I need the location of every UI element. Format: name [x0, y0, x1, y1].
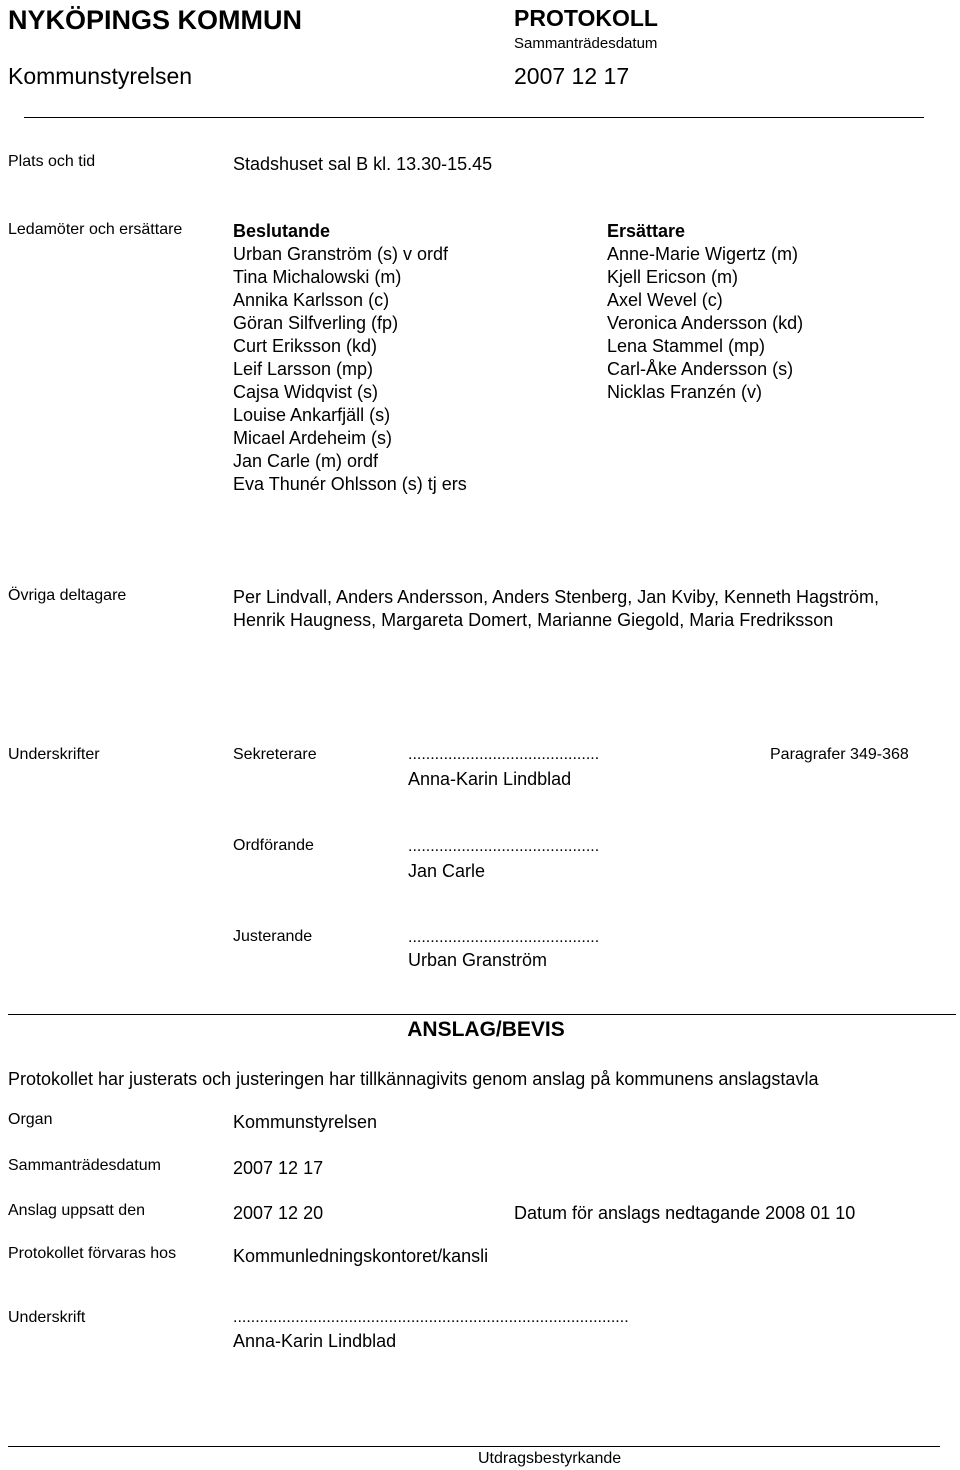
deciding-member: Göran Silfverling (fp)	[233, 313, 399, 333]
adjuster-signature-line: ...........................................	[408, 929, 600, 946]
signatures-label: Underskrifter	[8, 746, 100, 763]
meeting-date: 2007 12 17	[514, 63, 630, 89]
secretary-name: Anna-Karin Lindblad	[408, 769, 572, 789]
deciding-member: Micael Ardeheim (s)	[233, 428, 393, 448]
substitute-member: Anne-Marie Wigertz (m)	[607, 244, 799, 264]
organ-value: Kommunstyrelsen	[233, 1112, 378, 1132]
substitute-member: Axel Wevel (c)	[607, 290, 723, 310]
substitute-member: Kjell Ericson (m)	[607, 267, 739, 287]
removed-date: Datum för anslags nedtagande 2008 01 10	[514, 1203, 856, 1223]
footer-label: Utdragsbestyrkande	[478, 1450, 622, 1467]
deciding-list	[233, 243, 467, 496]
place-value: Stadshuset sal B kl. 13.30-15.45	[233, 154, 493, 174]
members-label: Ledamöter och ersättare	[8, 221, 183, 238]
others-line-1: Per Lindvall, Anders Andersson, Anders Stenberg, Jan Kviby, Kenneth Hagström,	[233, 587, 880, 607]
secretary-signature-line: ...........................................	[408, 746, 600, 763]
document-type: PROTOKOLL	[514, 5, 658, 31]
header-divider	[24, 117, 924, 118]
organ-label: Organ	[8, 1111, 53, 1128]
deciding-member: Louise Ankarfjäll (s)	[233, 405, 391, 425]
others-line-2: Henrik Haugness, Margareta Domert, Marianne Giegold, Maria Fredriksson	[233, 610, 834, 630]
kept-value: Kommunledningskontoret/kansli	[233, 1246, 489, 1266]
deciding-member: Cajsa Widqvist (s)	[233, 382, 379, 402]
chair-signature-line: ...........................................	[408, 838, 600, 855]
substitute-member: Lena Stammel (mp)	[607, 336, 766, 356]
paragraphs-range: Paragrafer 349-368	[770, 746, 909, 763]
chair-name: Jan Carle	[408, 861, 486, 881]
signature-label: Underskrift	[8, 1309, 86, 1326]
notice-statement: Protokollet har justerats och justeringen har tillkännagivits genom anslag på kommunens anslagstavla	[8, 1069, 819, 1089]
place-label: Plats och tid	[8, 153, 96, 170]
notice-title: ANSLAG/BEVIS	[407, 1018, 565, 1041]
deciding-member: Annika Karlsson (c)	[233, 290, 390, 310]
substitute-member: Veronica Andersson (kd)	[607, 313, 804, 333]
kept-label: Protokollet förvaras hos	[8, 1245, 177, 1262]
footer-divider	[8, 1446, 940, 1447]
substitutes-list	[607, 243, 803, 404]
deciding-heading: Beslutande	[233, 221, 331, 241]
notice-signature-line: .........................................................................................	[233, 1309, 629, 1326]
notice-date-label: Sammanträdesdatum	[8, 1157, 161, 1174]
committee-name: Kommunstyrelsen	[8, 63, 193, 89]
deciding-member: Urban Granström (s) v ordf	[233, 244, 449, 264]
notice-divider	[8, 1014, 956, 1015]
posted-value: 2007 12 20	[233, 1203, 324, 1223]
deciding-member: Jan Carle (m) ordf	[233, 451, 379, 471]
deciding-member: Curt Eriksson (kd)	[233, 336, 378, 356]
secretary-role: Sekreterare	[233, 746, 317, 763]
notice-signature-name: Anna-Karin Lindblad	[233, 1331, 397, 1351]
deciding-member: Leif Larsson (mp)	[233, 359, 374, 379]
substitute-member: Carl-Åke Andersson (s)	[607, 359, 794, 379]
posted-label: Anslag uppsatt den	[8, 1202, 145, 1219]
chair-role: Ordförande	[233, 837, 314, 854]
deciding-member: Eva Thunér Ohlsson (s) tj ers	[233, 474, 467, 494]
deciding-member: Tina Michalowski (m)	[233, 267, 402, 287]
substitute-member: Nicklas Franzén (v)	[607, 382, 763, 402]
municipality-title: NYKÖPINGS KOMMUN	[8, 5, 303, 35]
adjuster-role: Justerande	[233, 928, 313, 945]
substitutes-heading: Ersättare	[607, 221, 686, 241]
notice-date-value: 2007 12 17	[233, 1158, 324, 1178]
meeting-date-label: Sammanträdesdatum	[514, 35, 658, 52]
adjuster-name: Urban Granström	[408, 950, 548, 970]
others-label: Övriga deltagare	[8, 587, 127, 604]
